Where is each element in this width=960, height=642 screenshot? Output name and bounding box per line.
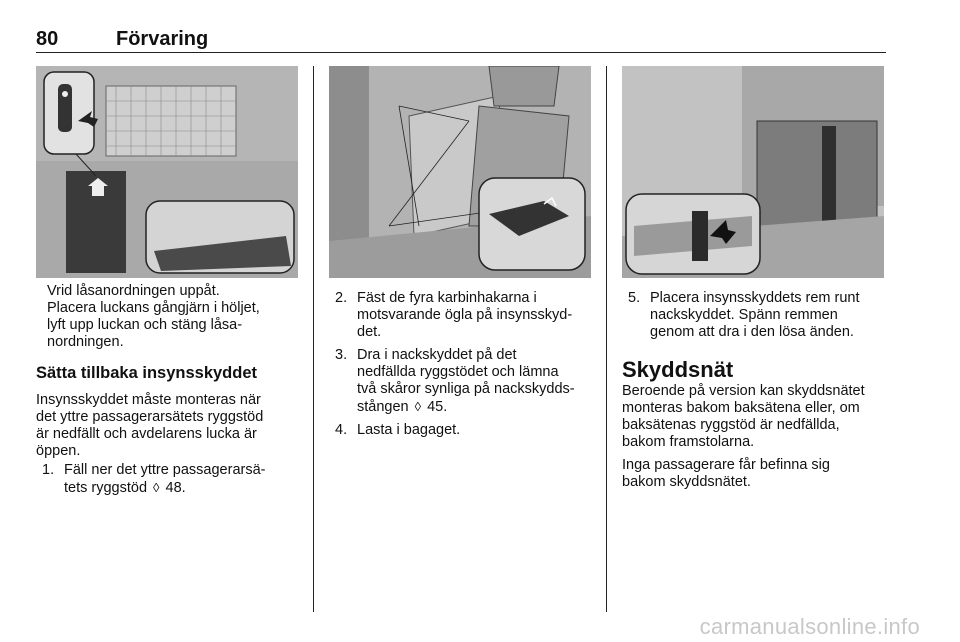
step-text: stången bbox=[357, 399, 409, 415]
step-line: två skåror synliga på nackskydds- bbox=[357, 381, 575, 397]
step-line: Fäst de fyra karbinhakarna i bbox=[357, 290, 537, 306]
step-number: 4. bbox=[335, 422, 348, 438]
caption-line: nordningen. bbox=[47, 334, 124, 350]
column-2 bbox=[329, 290, 604, 439]
body-line: baksätenas ryggstöd är nedfällda, bbox=[622, 417, 840, 433]
page-reference-icon: ◊ bbox=[153, 480, 160, 495]
list-item-step-4 bbox=[329, 422, 604, 439]
figure-side-strap bbox=[622, 66, 884, 278]
step-line-with-ref bbox=[357, 398, 604, 416]
step-line: motsvarande ögla på insynsskyd- bbox=[357, 307, 573, 323]
body-line: öppen. bbox=[36, 443, 81, 459]
body-line: bakom framstolarna. bbox=[622, 434, 755, 450]
caption-line: Placera luckans gångjärn i höljet, bbox=[47, 300, 260, 316]
page-number: 80 bbox=[36, 28, 59, 50]
section-heading: Skyddsnät bbox=[622, 357, 734, 382]
column-1 bbox=[36, 283, 308, 497]
body-line: Beroende på version kan skyddsnätet bbox=[622, 383, 865, 399]
reference-page[interactable]: 45. bbox=[427, 399, 448, 415]
step-line: nedfällda ryggstödet och lämna bbox=[357, 364, 559, 380]
caption-line: Vrid låsanordningen uppåt. bbox=[47, 283, 220, 299]
body-line: Insynsskyddet måste monteras när bbox=[36, 392, 261, 408]
column-divider-2 bbox=[606, 66, 607, 612]
body-line: bakom skyddsnätet. bbox=[622, 474, 751, 490]
page-title: Förvaring bbox=[116, 28, 209, 50]
step-line-with-ref bbox=[64, 479, 308, 497]
step-line: det. bbox=[357, 324, 382, 340]
page-reference-icon: ◊ bbox=[414, 399, 422, 414]
step-line: nackskyddet. Spänn remmen bbox=[650, 307, 838, 323]
header-rule bbox=[36, 52, 886, 53]
section-subheading: Sätta tillbaka insynsskyddet bbox=[36, 364, 258, 382]
step-number: 5. bbox=[628, 290, 641, 306]
list-item-step-1 bbox=[36, 462, 308, 497]
step-line: Dra i nackskyddet på det bbox=[357, 347, 517, 363]
step-line: Lasta i bagaget. bbox=[357, 422, 461, 438]
step-line: Placera insynsskyddets rem runt bbox=[650, 290, 860, 306]
watermark: carmanualsonline.info bbox=[699, 614, 920, 639]
step-number: 1. bbox=[42, 462, 55, 478]
caption-line: lyft upp luckan och stäng låsa- bbox=[47, 317, 243, 333]
column-3 bbox=[622, 290, 892, 491]
list-item-step-5 bbox=[622, 290, 892, 341]
list-item-step-2 bbox=[329, 290, 604, 341]
reference-page[interactable]: 48. bbox=[165, 480, 186, 496]
figure-caption bbox=[36, 283, 308, 351]
figure-cargo-lock bbox=[36, 66, 298, 278]
step-number: 2. bbox=[335, 290, 348, 306]
step-line: Fäll ner det yttre passagerarsä- bbox=[64, 462, 266, 478]
step-line: genom att dra i den lösa änden. bbox=[650, 324, 854, 340]
column-divider-1 bbox=[313, 66, 314, 612]
list-item-step-3 bbox=[329, 347, 604, 416]
page-header bbox=[36, 28, 886, 50]
body-line: är nedfällt och avdelarens lucka är bbox=[36, 426, 257, 442]
body-line: Inga passagerare får befinna sig bbox=[622, 457, 830, 473]
figure-seat-hooks bbox=[329, 66, 591, 278]
step-text: tets ryggstöd bbox=[64, 480, 148, 496]
step-number: 3. bbox=[335, 347, 348, 363]
body-line: det yttre passagerarsätets ryggstöd bbox=[36, 409, 264, 425]
body-line: monteras bakom baksätena eller, om bbox=[622, 400, 860, 416]
